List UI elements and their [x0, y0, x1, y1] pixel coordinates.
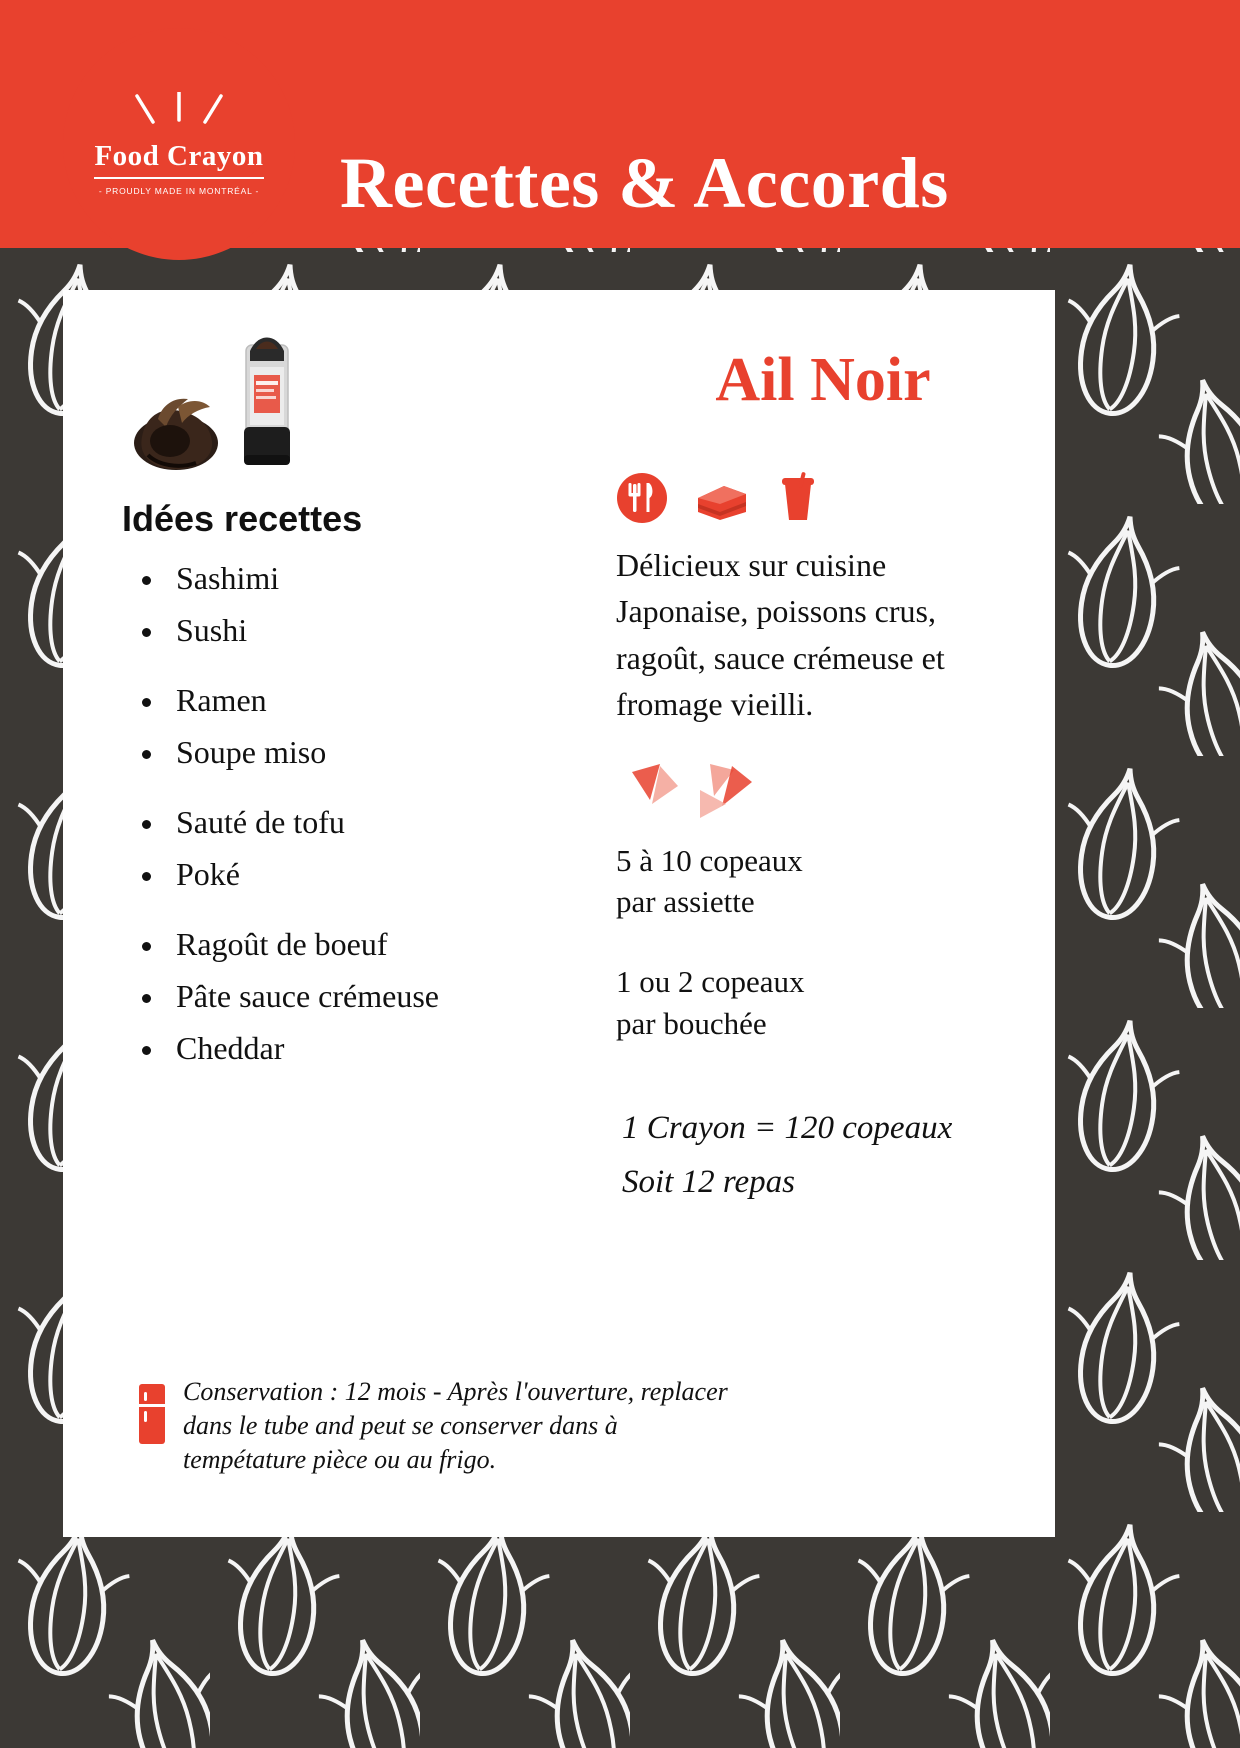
- list-item: Poké: [118, 858, 608, 890]
- list-item: Sushi: [118, 614, 608, 646]
- dose-per-plate: [616, 840, 1048, 924]
- yield-line-2: Soit 12 repas: [622, 1164, 795, 1201]
- conservation-line-2: dans le tube and peut se conserver dans à: [183, 1410, 618, 1440]
- list-item: Sauté de tofu: [118, 806, 608, 838]
- fork-knife-icon: [616, 472, 668, 524]
- yield-info: [622, 1101, 1048, 1210]
- conservation-line-1: Conservation : 12 mois - Après l'ouverture, replacer: [183, 1377, 728, 1406]
- brand-tagline: - PROUDLY MADE IN MONTRÉAL -: [98, 186, 260, 196]
- conservation-note: [183, 1375, 1013, 1476]
- cake-slice-icon: [694, 478, 750, 524]
- pairing-description: Délicieux sur cuisine Japonaise, poissons crus, ragoût, sauce crémeuse et fromage vieilli.: [616, 547, 945, 723]
- list-item: Sashimi: [118, 562, 608, 594]
- dose-per-plate-line1: 5 à 10 copeaux: [616, 842, 803, 878]
- recipes-heading: Idées recettes: [122, 498, 363, 539]
- list-item: Ramen: [118, 684, 608, 716]
- pairing-icons: [616, 468, 1048, 524]
- list-item: Cheddar: [118, 1032, 608, 1064]
- brand-name: Food Crayon: [94, 140, 263, 179]
- drink-glass-icon: [776, 472, 820, 524]
- page-title: Recettes & Accords: [340, 143, 949, 224]
- recipes-section: [118, 498, 608, 1084]
- dose-per-plate-line2: par assiette: [616, 884, 755, 920]
- dose-per-bite-line2: par bouchée: [616, 1006, 767, 1042]
- product-photo: [118, 315, 348, 490]
- list-item: Ragoût de boeuf: [118, 928, 608, 960]
- list-item: Pâte sauce crémeuse: [118, 980, 608, 1012]
- list-item: Soupe miso: [118, 736, 608, 768]
- content-card: [63, 290, 1055, 1537]
- conservation-line-3: tempétature pièce ou au frigo.: [183, 1444, 497, 1474]
- product-title: Ail Noir: [715, 346, 931, 414]
- crayon-rays-icon: [119, 92, 239, 138]
- recipes-list: [118, 562, 608, 1064]
- fridge-icon: [135, 1382, 169, 1446]
- brand-logo: [63, 28, 295, 260]
- crayon-shavings-icon: [626, 760, 1048, 830]
- dose-per-bite-line1: 1 ou 2 copeaux: [616, 964, 805, 1000]
- dose-per-bite: [616, 961, 1048, 1045]
- yield-line-1: 1 Crayon = 120 copeaux: [622, 1109, 953, 1146]
- pairings-section: [608, 345, 1048, 1210]
